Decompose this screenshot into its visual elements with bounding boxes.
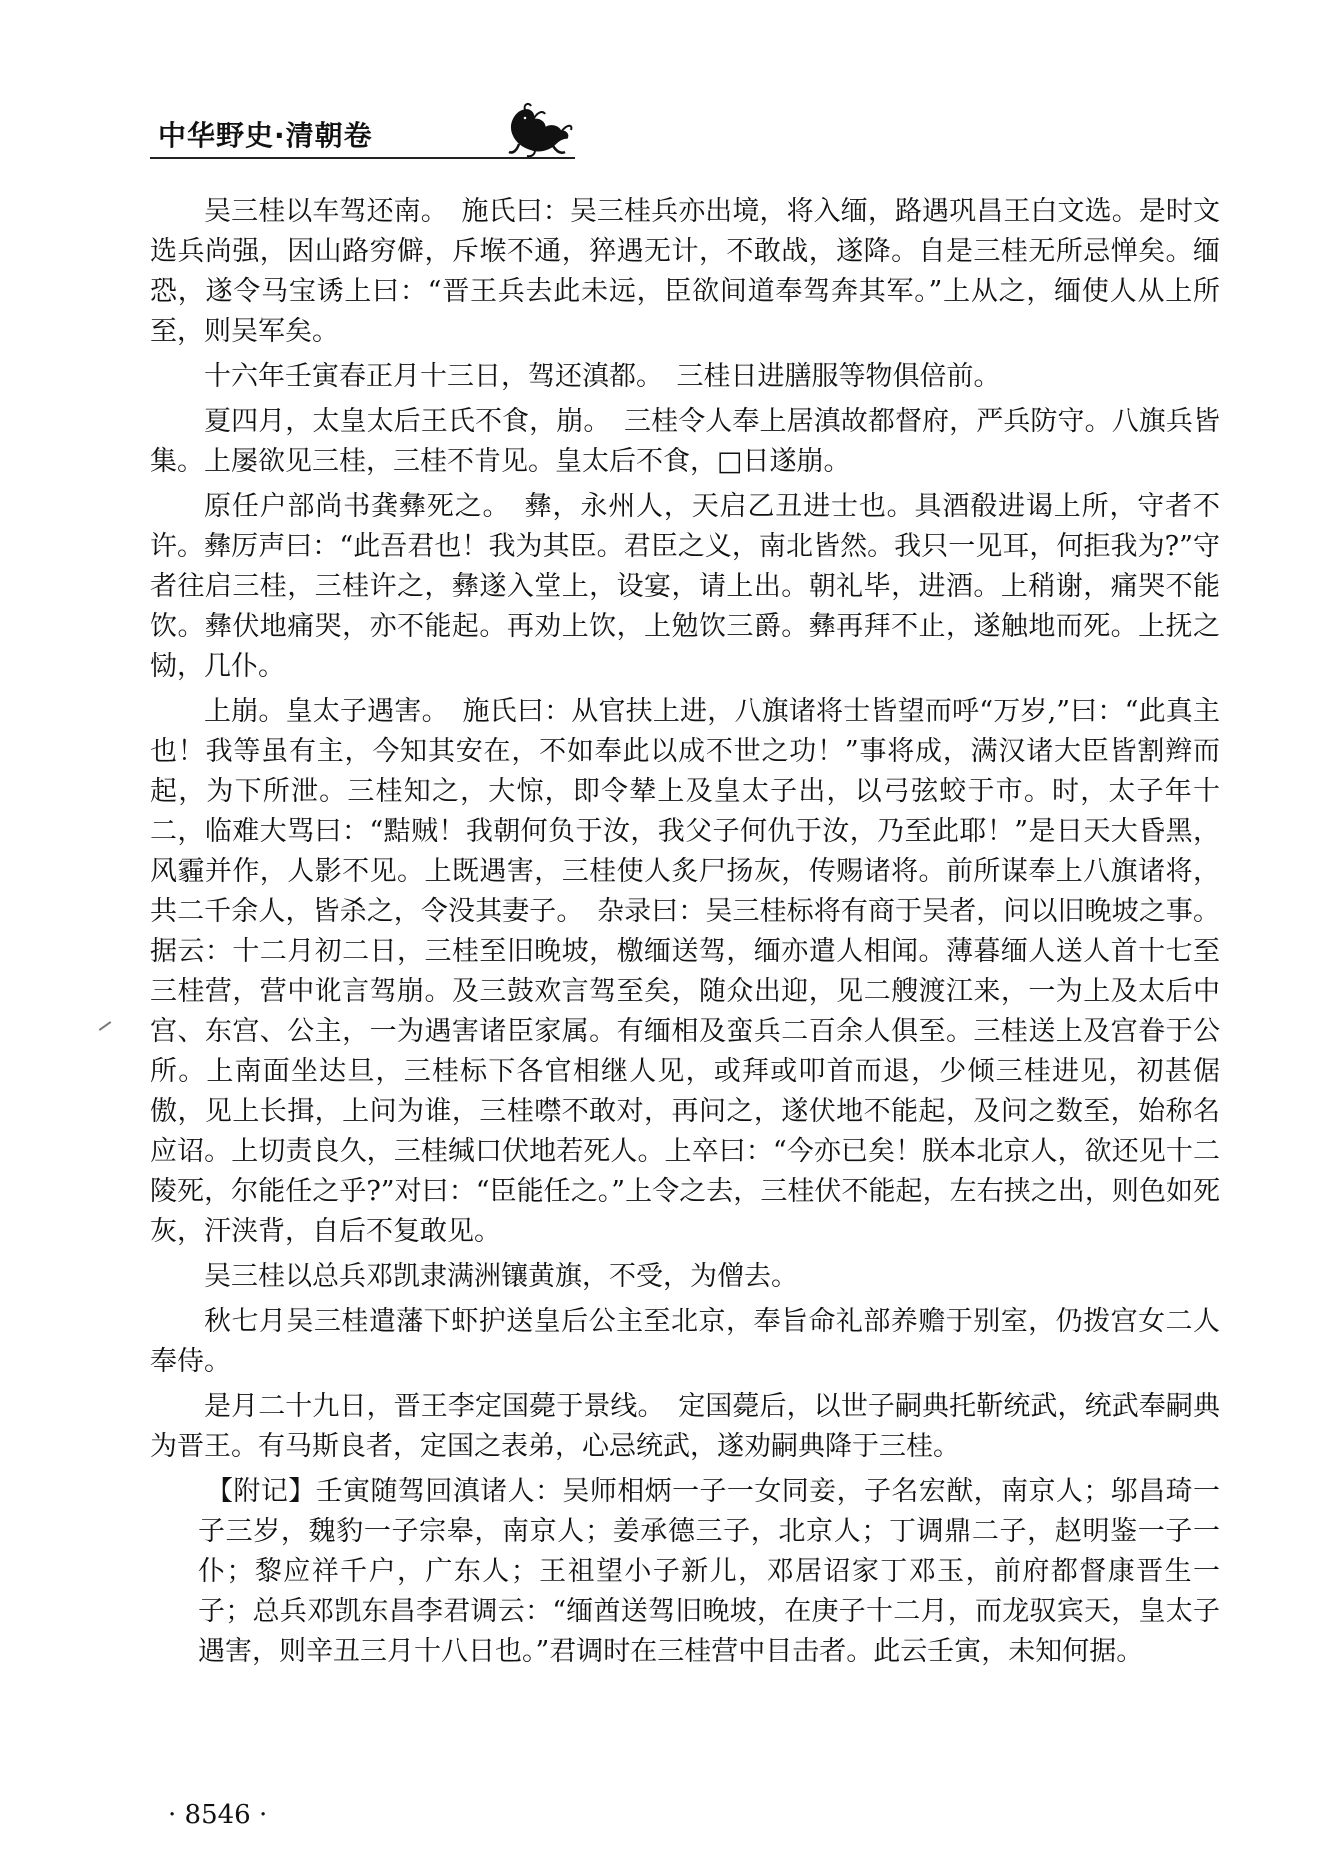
page-number: · 8546 · <box>168 1800 268 1830</box>
scan-artifact-mark <box>99 1021 112 1031</box>
paragraph: 吴三桂以车驾还南。 施氏曰：吴三桂兵亦出境，将入缅，路遇巩昌王白文选。是时文选兵尚强，因山路穷僻，斥堠不通，猝遇无计，不敢战，遂降。自是三桂无所忌惮矣。缅恐，遂令马宝诱上曰：“晋王兵去此未远，臣欲间道奉驾奔其军。”上从之，缅使人从上所至，则吴军矣。 <box>150 196 1220 347</box>
book-title: 中华野史·清朝卷 <box>158 119 373 152</box>
paragraph: 吴三桂以总兵邓凯隶满洲镶黄旗，不受，为僧去。 <box>204 1261 798 1292</box>
paragraph: 上崩。皇太子遇害。 施氏曰：从官扶上进，八旗诸将士皆望而呼“万岁,”曰：“此真主也！我等虽有主，今知其安在，不如奉此以成不世之功！”事将成，满汉诸大臣皆割辫而起，为下所泄。三桂知之，大惊，即令辇上及皇太子出，以弓弦蛟于市。时，太子年十二，临难大骂曰：“黠贼！我朝何负于汝，我父子何仇于汝，乃至此耶！”是日天大昏黑，风霾并作，人影不见。上既遇害，三桂使人炙尸扬灰，传赐诸将。前所谋奉上八旗诸将，共二千余人，皆杀之，令没其妻子。 杂录曰：吴三桂标将有商于吴者，问以旧晚坡之事。据云：十二月初二日，三桂至旧晚坡，檄缅送驾，缅亦遣人相闻。薄暮缅人送人首十七至三桂营，营中讹言驾崩。及三鼓欢言驾至矣，随众出迎，见二艘渡江来，一为上及太后中宫、东宫、公主，一为遇害诸臣家属。有缅相及蛮兵二百余人俱至。三桂送上及宫眷于公所。上南面坐达旦，三桂标下各官相继人见，或拜或叩首而退，少倾三桂进见，初甚倨傲，见上长揖，上问为谁，三桂噤不敢对，再问之，遂伏地不能起，及问之数至，始称名应诏。上切责良久，三桂缄口伏地若死人。上卒曰：“今亦已矣！朕本北京人，欲还见十二陵死，尔能任之乎?”对曰：“臣能任之。”上令之去，三桂伏不能起，左右挟之出，则色如死灰，汗浃背，自后不复敢见。 <box>150 696 1220 1247</box>
header-rule <box>150 157 575 159</box>
paragraph: 秋七月吴三桂遣藩下虾护送皇后公主至北京，奉旨命礼部养赡于别室，仍拨宫女二人奉侍。 <box>150 1306 1220 1377</box>
article-body <box>150 192 1220 1672</box>
appendix-note: 【附记】壬寅随驾回滇诸人：吴师相炳一子一女同妾，子名宏猷，南京人；邬昌琦一子三岁，魏豹一子宗皋，南京人；姜承德三子，北京人；丁调鼎二子，赵明鉴一子一仆；黎应祥千户，广东人；王祖望小子新儿，邓居诏家丁邓玉，前府都督康晋生一子；总兵邓凯东昌李君调云：“缅酋送驾旧晚坡，在庚子十二月，而龙驭宾天，皇太子遇害，则辛丑三月十八日也。”君调时在三桂营中目击者。此云壬寅，未知何据。 <box>198 1476 1220 1667</box>
dragon-emblem-icon <box>495 100 575 158</box>
paragraph: 是月二十九日，晋王李定国薨于景线。 定国薨后，以世子嗣典托靳统武，统武奉嗣典为晋王。有马斯良者，定国之表弟，心忌统武，遂劝嗣典降于三桂。 <box>150 1391 1220 1462</box>
page-header <box>150 100 575 160</box>
paragraph: 原任户部尚书龚彝死之。 彝，永州人，天启乙丑进士也。具酒殽进谒上所，守者不许。彝厉声曰：“此吾君也！我为其臣。君臣之义，南北皆然。我只一见耳，何拒我为?”守者往启三桂，三桂许之，彝遂入堂上，设宴，请上出。朝礼毕，进酒。上稍谢，痛哭不能饮。彝伏地痛哭，亦不能起。再劝上饮，上勉饮三爵。彝再拜不止，遂触地而死。上抚之恸，几仆。 <box>150 491 1220 682</box>
paragraph: 夏四月，太皇太后王氏不食，崩。 三桂令人奉上居滇故都督府，严兵防守。八旗兵皆集。上屡欲见三桂，三桂不肯见。皇太后不食，□日遂崩。 <box>150 406 1220 477</box>
paragraph: 十六年壬寅春正月十三日，驾还滇都。 三桂日进膳服等物俱倍前。 <box>204 361 1001 392</box>
